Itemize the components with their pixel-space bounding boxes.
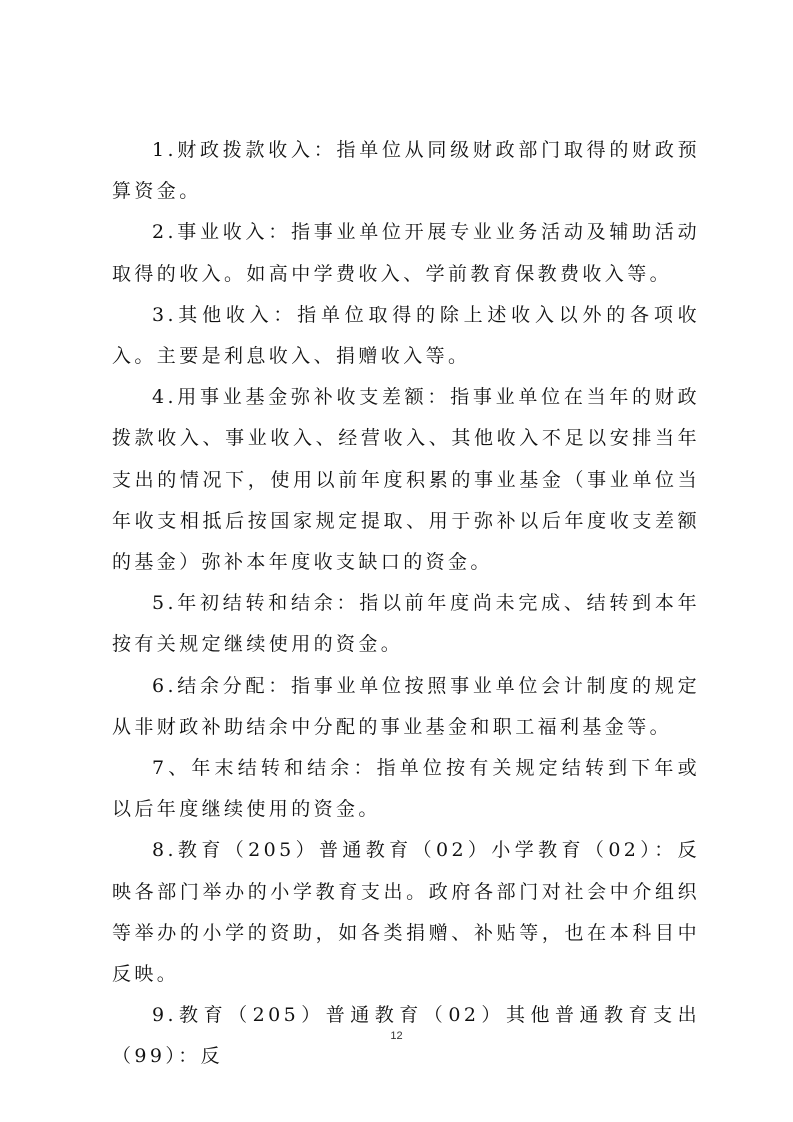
paragraph-primary-education: 8.教育（205）普通教育（02）小学教育（02）：反映各部门举办的小学教育支出。政府各部门对社会中介组织等举办的小学的资助，如各类捐赠、补贴等，也在本科目中反映。	[112, 839, 700, 986]
page-number: 12	[390, 1030, 403, 1042]
paragraph-other-income: 3.其他收入：指单位取得的除上述收入以外的各项收入。主要是利息收入、捐赠收入等。	[112, 303, 700, 368]
paragraph-business-income: 2.事业收入：指事业单位开展专业业务活动及辅助活动取得的收入。如高中学费收入、学前教育保教费收入等。	[112, 221, 700, 285]
paragraph-closing-carryover: 7、年末结转和结余：指单位按有关规定结转到下年或以后年度继续使用的资金。	[112, 757, 700, 821]
paragraph-business-fund-offset: 4.用事业基金弥补收支差额：指事业单位在当年的财政拨款收入、事业收入、经营收入、其他收入不足以安排当年支出的情况下，使用以前年度积累的事业基金（事业单位当年收支相抵后按国家规定提取、用于弥补以后年度收支差额的基金）弥补本年度收支缺口的资金。	[112, 386, 700, 574]
paragraph-other-general-education: 9.教育（205）普通教育（02）其他普通教育支出（99）：反	[112, 1004, 700, 1068]
paragraph-opening-carryover: 5.年初结转和结余：指以前年度尚未完成、结转到本年按有关规定继续使用的资金。	[112, 592, 700, 656]
paragraph-surplus-distribution: 6.结余分配：指事业单位按照事业单位会计制度的规定从非财政补助结余中分配的事业基金和职工福利基金等。	[112, 674, 700, 738]
paragraph-fiscal-appropriation-income: 1.财政拨款收入：指单位从同级财政部门取得的财政预算资金。	[112, 139, 700, 203]
body-text	[112, 130, 700, 1078]
